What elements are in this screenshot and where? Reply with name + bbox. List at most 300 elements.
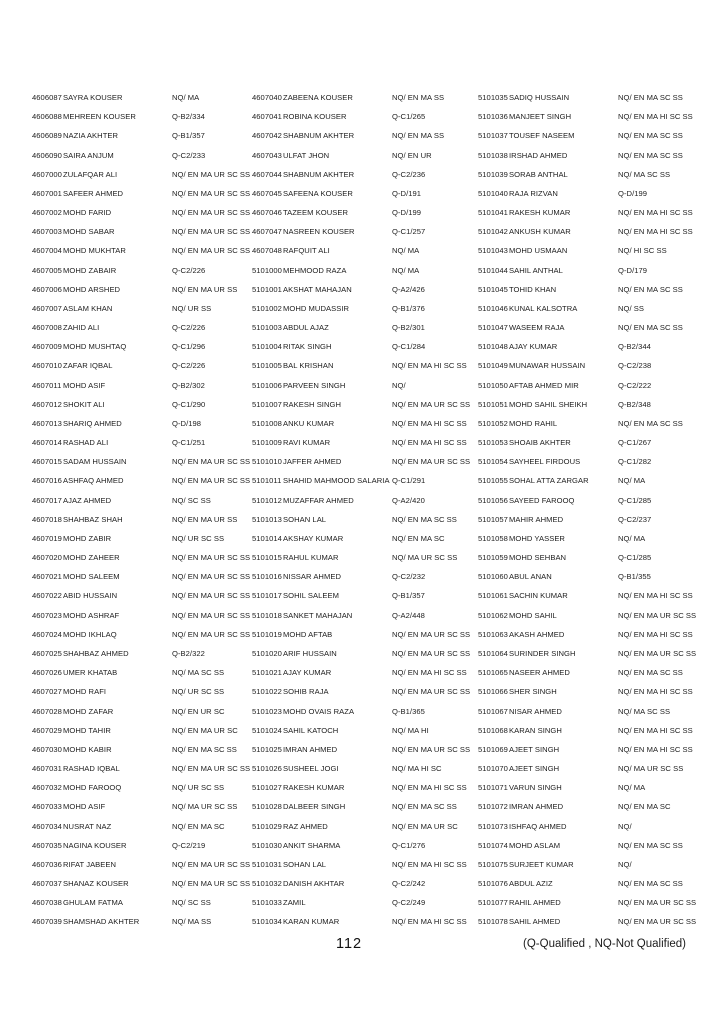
candidate-name: SADIQ HUSSAIN [509, 93, 570, 102]
candidate-name: MUZAFFAR AHMED [283, 495, 354, 505]
candidate-name: SAHIL AHMED [509, 917, 561, 927]
roll-number: 5101043 [478, 246, 508, 256]
table-row [478, 170, 693, 189]
candidate-name: SHARIQ AHMED [63, 418, 122, 428]
result-code: NQ/ EN MA SC SS [618, 840, 683, 850]
result-code: NQ/ EN MA SC SS [618, 284, 683, 294]
roll-number: 4606089 [32, 131, 62, 141]
table-row [478, 496, 693, 515]
roll-number: 5101025 [252, 744, 282, 754]
candidate-name: NAGINA KOUSER [63, 840, 127, 850]
candidate-name: MOHD MUKHTAR [63, 246, 126, 256]
table-row [252, 553, 467, 572]
roll-number: 4607018 [32, 514, 62, 524]
table-row [32, 169, 251, 189]
candidate-name: RAFQUIT ALI [283, 246, 330, 256]
candidate-name: RASHAD ALI [63, 438, 109, 448]
result-code: NQ/ SC SS [172, 495, 211, 505]
result-code: Q-A2/420 [392, 495, 425, 505]
table-row [32, 457, 251, 476]
table-row [478, 323, 693, 342]
table-row [32, 361, 247, 380]
table-row [32, 285, 247, 304]
roll-number: 5101031 [252, 859, 282, 869]
candidate-name: SORAB ANTHAL [509, 169, 568, 179]
table-row [252, 208, 467, 227]
table-row [32, 304, 247, 323]
result-code: Q-A2/426 [392, 284, 425, 294]
result-code: NQ/ EN UR SC [172, 706, 225, 716]
result-code: NQ/ MA HI SC [392, 764, 442, 774]
table-row [478, 553, 693, 572]
roll-number: 4607041 [252, 112, 282, 122]
result-code: NQ/ MA SC SS [618, 169, 671, 179]
result-code: NQ/ EN MA UR SC SS [172, 476, 251, 486]
table-row [32, 668, 247, 687]
candidate-name: MEHREEN KOUSER [63, 112, 136, 122]
table-row [252, 572, 467, 591]
table-row [32, 745, 247, 764]
result-code: NQ/ EN MA UR SC SS [392, 648, 471, 658]
roll-number: 5101037 [478, 131, 508, 141]
roll-number: 4607013 [32, 418, 62, 428]
roll-number: 4607016 [32, 476, 62, 486]
roll-number: 5101049 [478, 361, 508, 371]
result-code: Q-B1/355 [618, 572, 651, 582]
table-row [478, 860, 693, 879]
candidate-name: RAKESH KUMAR [283, 783, 345, 793]
candidate-name: TOHID KHAN [509, 284, 557, 294]
candidate-name: AJAY KUMAR [283, 668, 332, 678]
candidate-name: ASLAM KHAN [63, 303, 113, 313]
candidate-name: ZULAFQAR ALI [63, 169, 118, 179]
candidate-name: ABID HUSSAIN [63, 591, 118, 601]
candidate-name: SOHIL SALEEM [283, 591, 340, 601]
result-code: Q-C2/219 [172, 840, 206, 850]
table-row [32, 151, 247, 170]
candidate-name: SACHIN KUMAR [509, 591, 568, 601]
table-row [252, 285, 467, 304]
result-code: NQ/ MA [618, 783, 646, 793]
result-code: NQ/ EN MA UR SC SS [618, 610, 697, 620]
candidate-name: RAVI KUMAR [283, 438, 331, 448]
candidate-name: RAKESH KUMAR [509, 208, 571, 218]
candidate-name: SHOAIB AKHTER [509, 438, 571, 448]
table-row [32, 841, 247, 860]
roll-number: 4607019 [32, 533, 62, 543]
roll-number: 5101039 [478, 169, 508, 179]
roll-number: 5101077 [478, 898, 508, 908]
table-row [478, 610, 697, 630]
result-code: NQ/ MA SC SS [618, 706, 671, 716]
table-row [252, 648, 471, 668]
candidate-name: MEHMOOD RAZA [283, 265, 347, 275]
table-row [478, 457, 693, 476]
roll-number: 5101055 [478, 476, 508, 486]
result-code: NQ/ EN MA SC SS [618, 668, 683, 678]
table-row [252, 323, 467, 342]
table-row [32, 515, 247, 534]
candidate-name: ISHFAQ AHMED [509, 821, 567, 831]
result-code: Q-C2/226 [172, 265, 206, 275]
table-row [32, 476, 251, 495]
candidate-name: MOHD MUSHTAQ [63, 342, 127, 352]
roll-number: 4607045 [252, 188, 282, 198]
candidate-name: SOHAN LAL [283, 859, 327, 869]
roll-number: 4607009 [32, 342, 62, 352]
roll-number: 4607007 [32, 303, 62, 313]
result-code: Q-C1/284 [392, 342, 426, 352]
roll-number: 5101023 [252, 706, 282, 716]
table-row [252, 457, 471, 476]
result-code: NQ/ EN MA HI SC SS [392, 418, 467, 428]
roll-number: 4607001 [32, 188, 62, 198]
result-code: Q-C2/226 [172, 323, 206, 333]
result-code: Q-C2/222 [618, 380, 652, 390]
candidate-name: SURINDER SINGH [509, 648, 576, 658]
table-row [32, 534, 247, 553]
result-code: NQ/ EN MA SC SS [392, 514, 457, 524]
roll-number: 4607024 [32, 629, 62, 639]
table-row [32, 188, 251, 208]
candidate-name: KARAN KUMAR [283, 917, 340, 927]
table-row [32, 879, 251, 898]
result-code: NQ/ MA SC SS [172, 668, 225, 678]
candidate-name: MOHD ASLAM [509, 840, 561, 850]
candidate-name: MOHD ASHRAF [63, 610, 120, 620]
result-code: Q-C1/285 [618, 553, 652, 563]
roll-number: 4607029 [32, 725, 62, 735]
table-row [32, 707, 247, 726]
roll-number: 5101056 [478, 495, 508, 505]
roll-number: 5101012 [252, 495, 282, 505]
candidate-name: SOHAN LAL [283, 514, 327, 524]
result-code: NQ/ EN MA UR SC SS [172, 457, 251, 467]
result-code: Q-C1/267 [618, 438, 652, 448]
roll-number: 5101054 [478, 457, 508, 467]
result-code: NQ/ EN MA SS [392, 93, 445, 102]
table-row [32, 859, 251, 879]
candidate-name: MOHD ASIF [63, 380, 106, 390]
roll-number: 5101045 [478, 284, 508, 294]
result-code: NQ/ EN MA SC SS [618, 93, 683, 102]
roll-number: 5101028 [252, 802, 282, 812]
candidate-name: IMRAN AHMED [509, 802, 564, 812]
result-code: NQ/ MA [618, 476, 646, 486]
candidate-name: ABUL ANAN [509, 572, 552, 582]
roll-number: 5101032 [252, 879, 282, 889]
result-code: Q-C1/282 [618, 457, 652, 467]
roll-number: 5101021 [252, 668, 282, 678]
roll-number: 5101033 [252, 898, 282, 908]
roll-number: 5101060 [478, 572, 508, 582]
table-row [478, 476, 693, 495]
roll-number: 4607046 [252, 208, 282, 218]
table-row [252, 707, 467, 726]
roll-number: 4607038 [32, 898, 62, 908]
candidate-name: JAFFER AHMED [283, 457, 342, 467]
roll-number: 5101044 [478, 265, 508, 275]
roll-number: 4607044 [252, 169, 282, 179]
roll-number: 4607015 [32, 457, 62, 467]
roll-number: 5101007 [252, 399, 282, 409]
roll-number: 5101042 [478, 227, 508, 237]
result-code: NQ/ EN MA UR SC SS [392, 629, 471, 639]
result-code: NQ/ EN MA HI SC SS [618, 687, 693, 697]
table-row [32, 726, 247, 745]
roll-number: 5101011 [252, 476, 282, 486]
result-code: Q-C2/233 [172, 150, 206, 160]
result-code: Q-C2/226 [172, 361, 206, 371]
candidate-name: SHAMSHAD AKHTER [63, 917, 140, 927]
qualification-legend: (Q-Qualified , NQ-Not Qualified) [523, 938, 686, 950]
table-row [478, 917, 697, 936]
candidate-name: ULFAT JHON [283, 150, 330, 160]
result-code: NQ/ [392, 380, 406, 390]
result-code: NQ/ EN MA SS [392, 131, 445, 141]
result-code: NQ/ EN MA SC SS [618, 131, 683, 141]
roll-number: 5101000 [252, 265, 282, 275]
roll-number: 5101064 [478, 648, 508, 658]
table-row [478, 112, 693, 131]
result-code: NQ/ MA [392, 246, 420, 256]
result-code: Q-D/199 [392, 208, 422, 218]
candidate-name: SHAHBAZ SHAH [63, 514, 123, 524]
table-row [32, 649, 247, 668]
table-row [478, 534, 693, 553]
table-row [478, 419, 693, 438]
roll-number: 5101061 [478, 591, 508, 601]
candidate-name: ROBINA KOUSER [283, 112, 347, 122]
result-code: NQ/ SS [618, 303, 645, 313]
candidate-name: AJEET SINGH [509, 744, 560, 754]
result-code: NQ/ HI SC SS [618, 246, 667, 256]
result-code: NQ/ EN MA SC SS [618, 323, 683, 333]
table-row [252, 879, 467, 898]
result-code: NQ/ MA UR SC SS [392, 553, 458, 563]
candidate-name: BAL KRISHAN [283, 361, 334, 371]
result-code: NQ/ EN MA UR SS [172, 514, 238, 524]
roll-number: 5101066 [478, 687, 508, 697]
candidate-name: AFTAB AHMED MIR [509, 380, 579, 390]
table-row [252, 381, 467, 400]
table-row [252, 476, 467, 495]
candidate-name: MOHD IKHLAQ [63, 629, 117, 639]
roll-number: 5101008 [252, 418, 282, 428]
table-row [252, 170, 467, 189]
candidate-name: AJEET SINGH [509, 764, 560, 774]
candidate-name: RASHAD IQBAL [63, 764, 120, 774]
roll-number: 4607012 [32, 399, 62, 409]
result-code: NQ/ MA SS [172, 917, 212, 927]
candidate-name: ASHFAQ AHMED [63, 476, 124, 486]
table-row [252, 342, 467, 361]
candidate-name: MOHD OVAIS RAZA [283, 706, 355, 716]
result-code: NQ/ EN MA UR SC SS [172, 764, 251, 774]
table-row [32, 438, 247, 457]
table-row [478, 898, 697, 917]
result-code: NQ/ EN MA UR SC SS [618, 898, 697, 908]
candidate-name: VARUN SINGH [509, 783, 562, 793]
roll-number: 4607027 [32, 687, 62, 697]
table-row [32, 208, 251, 227]
roll-number: 4607000 [32, 169, 62, 179]
candidate-name: IRSHAD AHMED [509, 150, 568, 160]
table-row [478, 726, 693, 745]
result-code: NQ/ EN MA UR SC SS [172, 859, 251, 869]
candidate-name: MOHD SAHIL SHEIKH [509, 399, 588, 409]
result-code: NQ/ EN MA UR SC [392, 821, 458, 831]
roll-number: 5101063 [478, 629, 508, 639]
roll-number: 5101002 [252, 303, 282, 313]
result-code: Q-C2/242 [392, 879, 426, 889]
candidate-name: SAYHEEL FIRDOUS [509, 457, 581, 467]
table-row [478, 822, 693, 841]
candidate-name: AKASH AHMED [509, 629, 565, 639]
table-row [478, 783, 693, 802]
table-row [478, 591, 693, 610]
table-row [478, 707, 693, 726]
table-row [252, 744, 471, 764]
roll-number: 5101009 [252, 438, 282, 448]
candidate-name: AJAZ AHMED [63, 495, 112, 505]
candidate-name: TOUSEF NASEEM [509, 131, 575, 141]
roll-number: 4606087 [32, 93, 62, 102]
roll-number: 4607034 [32, 821, 62, 831]
table-row [32, 591, 251, 610]
roll-number: 5101062 [478, 610, 508, 620]
roll-number: 5101059 [478, 553, 508, 563]
result-code: NQ/ EN MA UR SC SS [172, 610, 251, 620]
table-row [478, 802, 693, 821]
candidate-name: AKSHAY KUMAR [283, 533, 344, 543]
candidate-name: IMRAN AHMED [283, 744, 338, 754]
result-code: Q-C2/236 [392, 169, 426, 179]
result-code: Q-C2/249 [392, 898, 426, 908]
result-code: NQ/ EN MA HI SC SS [392, 917, 467, 927]
roll-number: 5101074 [478, 840, 508, 850]
roll-number: 5101005 [252, 361, 282, 371]
candidate-name: MUNAWAR HUSSAIN [509, 361, 586, 371]
result-code: NQ/ MA [618, 533, 646, 543]
candidate-name: NAZIA AKHTER [63, 131, 119, 141]
result-code: Q-D/198 [172, 418, 202, 428]
result-code: NQ/ EN MA SC [392, 533, 445, 543]
table-row [252, 841, 467, 860]
result-code: Q-C1/285 [618, 495, 652, 505]
roll-number: 5101020 [252, 648, 282, 658]
roll-number: 5101047 [478, 323, 508, 333]
table-row [32, 802, 247, 821]
candidate-name: AKSHAT MAHAJAN [283, 284, 352, 294]
candidate-name: MOHD ZAFAR [63, 706, 114, 716]
roll-number: 4607037 [32, 879, 62, 889]
table-row [252, 802, 467, 821]
candidate-name: RAHUL KUMAR [283, 553, 339, 563]
table-row [32, 131, 247, 150]
table-row [32, 93, 247, 112]
roll-number: 5101078 [478, 917, 508, 927]
candidate-name: MOHD RAHIL [509, 418, 558, 428]
table-row [252, 515, 467, 534]
table-row [32, 898, 247, 917]
table-row [478, 648, 697, 668]
result-code: Q-B2/344 [618, 342, 651, 352]
candidate-name: NUSRAT NAZ [63, 821, 112, 831]
result-code: NQ/ [618, 859, 632, 869]
roll-number: 5101035 [478, 93, 508, 102]
result-code: NQ/ EN MA HI SC SS [392, 361, 467, 371]
candidate-name: NISSAR AHMED [283, 572, 341, 582]
candidate-name: ZAFAR IQBAL [63, 361, 113, 371]
table-row [32, 112, 247, 131]
result-code: Q-C1/290 [172, 399, 206, 409]
candidate-name: SHABNUM AKHTER [283, 169, 355, 179]
roll-number: 5101051 [478, 399, 508, 409]
candidate-name: WASEEM RAJA [509, 323, 565, 333]
candidate-name: SAYRA KOUSER [63, 93, 123, 102]
table-row [32, 572, 251, 591]
roll-number: 5101046 [478, 303, 508, 313]
roll-number: 5101015 [252, 553, 282, 563]
table-row [252, 266, 467, 285]
result-code: NQ/ EN MA UR SC SS [392, 744, 471, 754]
candidate-name: SHABNUM AKHTER [283, 131, 355, 141]
result-code: Q-C1/291 [392, 476, 426, 486]
result-code: NQ/ EN MA HI SC SS [392, 783, 467, 793]
roll-number: 5101003 [252, 323, 282, 333]
candidate-name: AJAY KUMAR [509, 342, 558, 352]
result-code: NQ/ EN MA SC SS [618, 879, 683, 889]
roll-number: 5101053 [478, 438, 508, 448]
candidate-name: SOHAL ATTA ZARGAR [509, 476, 589, 486]
candidate-name: MOHD SAHIL [509, 610, 557, 620]
roll-number: 4607002 [32, 208, 62, 218]
result-code: NQ/ EN MA UR SC SS [172, 591, 251, 601]
table-row [32, 400, 247, 419]
table-row [478, 151, 693, 170]
result-code: NQ/ EN MA UR SC SS [172, 227, 251, 237]
table-row [478, 572, 693, 591]
roll-number: 5101030 [252, 840, 282, 850]
candidate-name: ARIF HUSSAIN [283, 648, 337, 658]
table-row [32, 266, 247, 285]
candidate-name: MOHD FARID [63, 208, 112, 218]
result-code: Q-C1/251 [172, 438, 206, 448]
result-code: NQ/ EN MA HI SC SS [618, 744, 693, 754]
roll-number: 4607026 [32, 668, 62, 678]
candidate-name: MOHD ZABIR [63, 533, 112, 543]
candidate-name: MOHD USMAAN [509, 246, 568, 256]
table-row [252, 898, 467, 917]
table-row [32, 917, 247, 936]
table-row [252, 783, 467, 802]
roll-number: 4607048 [252, 246, 282, 256]
roll-number: 5101070 [478, 764, 508, 774]
result-code: Q-B2/322 [172, 648, 205, 658]
table-row [252, 112, 467, 131]
table-row [478, 246, 693, 265]
roll-number: 4607020 [32, 553, 62, 563]
candidate-name: RITAK SINGH [283, 342, 332, 352]
result-code: Q-C1/296 [172, 342, 206, 352]
candidate-name: RAHIL AHMED [509, 898, 561, 908]
table-row [252, 131, 467, 150]
roll-number: 4607017 [32, 495, 62, 505]
candidate-name: SAIRA ANJUM [63, 150, 114, 160]
candidate-name: KARAN SINGH [509, 725, 562, 735]
candidate-name: RAKESH SINGH [283, 399, 341, 409]
